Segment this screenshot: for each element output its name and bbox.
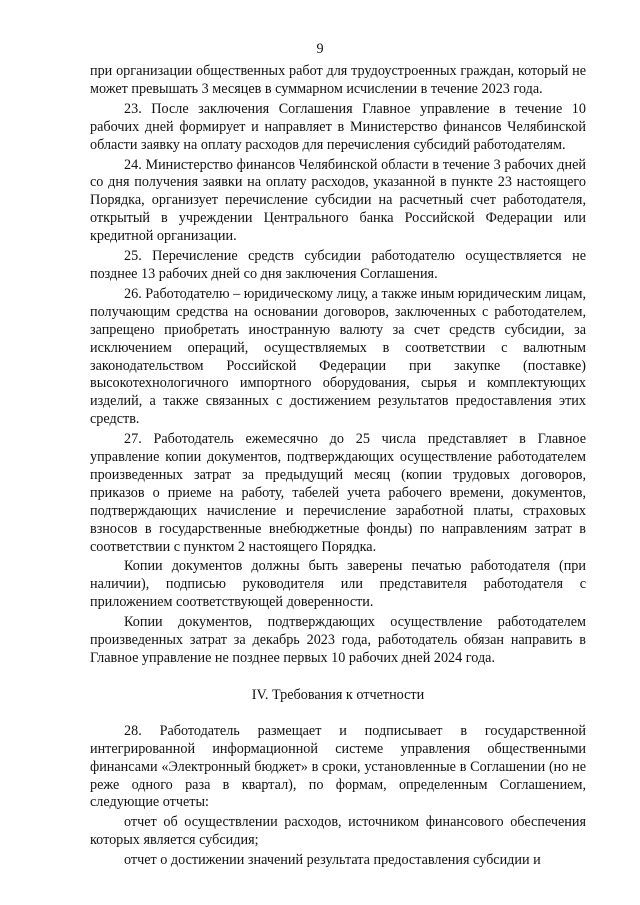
paragraph-23: 23. После заключения Соглашения Главное управление в течение 10 рабочих дней формирует и направляет в Министерство финансов Челябинской области заявку на оплату расходов для перечисления субсидий работодателям. — [90, 100, 586, 153]
paragraph-27-december-copies: Копии документов, подтверждающих осуществление работодателем произведенных затрат за декабрь 2023 года, работодатель обязан направить в Главное управление не позднее первых 10 рабочих дней 2024 года. — [90, 614, 586, 666]
paragraph-25: 25. Перечисление средств субсидии работодателю осуществляется не позднее 13 рабочих дней со дня заключения Соглашения. — [90, 248, 586, 282]
paragraph-28: 28. Работодатель размещает и подписывает в государственной интегрированной информационной системе управления общественными финансами «Электронный бюджет» в сроки, установленные в Соглашении (но не реже одного раза в квартал), по формам, определенным Соглашением, следующие отчеты: — [90, 722, 586, 811]
page-number: 9 — [316, 41, 324, 57]
paragraph-27: 27. Работодатель ежемесячно до 25 числа представляет в Главное управление копии документов, подтверждающих осуществление работодателем произведенных затрат за предыдущий месяц (копии трудовых договоров, приказов о приеме на работу, табелей учета рабочего времени, документов, подтверждающих начисление и перечисление заработной платы, страховых взносов в государственные внебюджетные фонды) по направлениям затрат в соответствии с пунктом 2 настоящего Порядка. — [90, 431, 586, 555]
paragraph-27-copies-certification: Копии документов должны быть заверены печатью работодателя (при наличии), подписью руководителя или представителя работодателя с приложением соответствующей доверенности. — [90, 558, 586, 611]
paragraph-26: 26. Работодателю – юридическому лицу, а также иным юридическим лицам, получающим средства на основании договоров, заключенных с работодателем, запрещено приобретать иностранную валюту за счет средств субсидии, за исключением операций, осуществляемых в соответствии с валютным законодательством Российской Федерации при закупке (поставке) высокотехнологичного импортного оборудования, сырья и комплектующих изделий, а также связанных с достижением результатов предоставления этих средств. — [90, 285, 587, 428]
document-body — [90, 63, 586, 870]
section-heading: IV. Требования к отчетности — [251, 686, 425, 703]
report-item-expenses: отчет об осуществлении расходов, источником финансового обеспечения которых является субсидия; — [90, 814, 586, 849]
report-item-results: отчет о достижении значений результата предоставления субсидии и — [124, 852, 541, 869]
paragraph-continuation: при организации общественных работ для трудоустроенных граждан, который не может превышать 3 месяцев в суммарном исчислении в течение 2023 года. — [90, 63, 586, 97]
paragraph-24: 24. Министерство финансов Челябинской области в течение 3 рабочих дней со дня получения заявки на оплату расходов, указанной в пункте 23 настоящего Порядка, организует перечисление субсидии на расчетный счет работодателя, открытый в учреждении Центрального банка Российской Федерации или кредитной организации. — [90, 156, 586, 245]
